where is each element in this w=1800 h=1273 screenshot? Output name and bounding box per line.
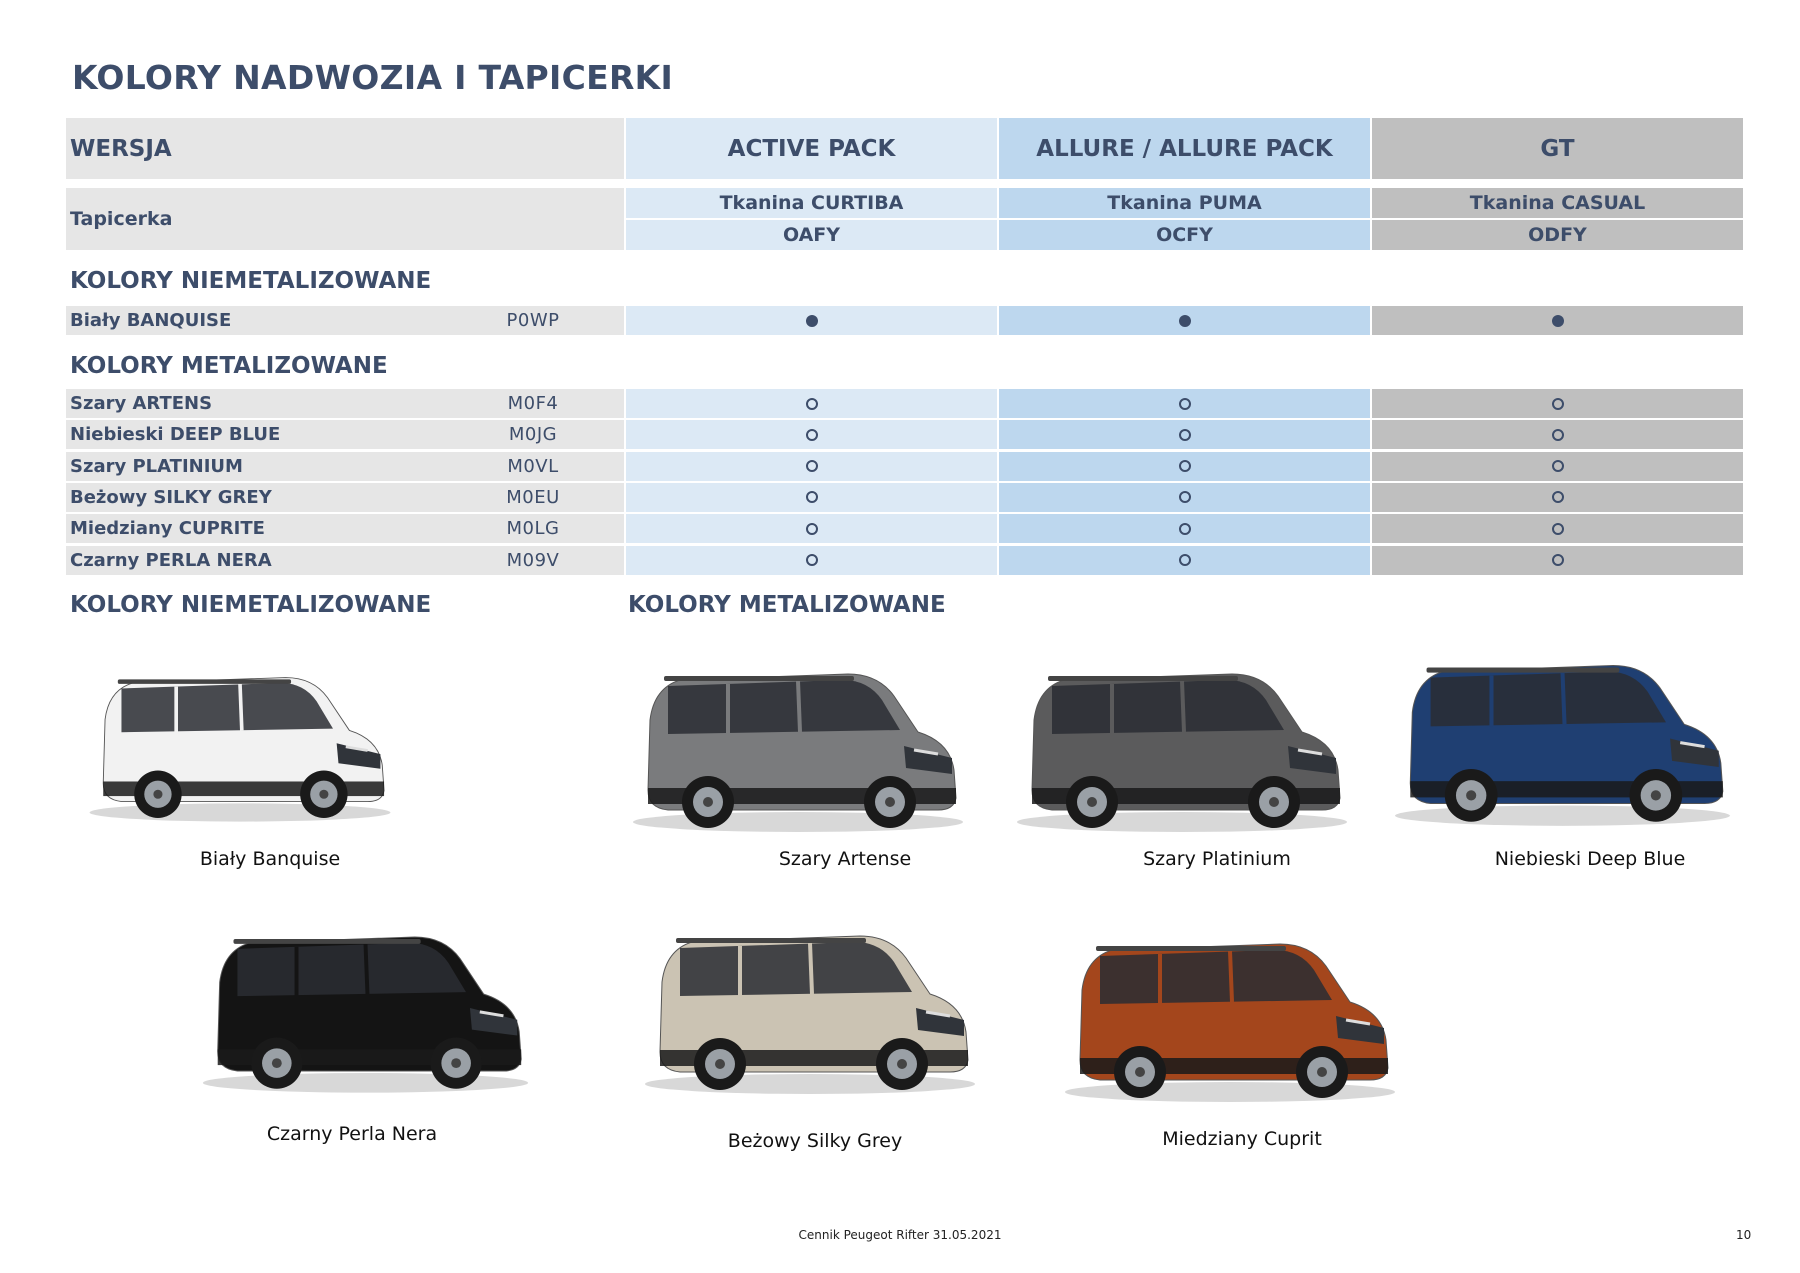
color-name: Beżowy SILKY GREY bbox=[66, 483, 442, 512]
car-image bbox=[1012, 650, 1352, 835]
fabric-name: Tkanina PUMA bbox=[999, 188, 1370, 218]
car-caption: Szary Artense bbox=[778, 848, 912, 870]
fabric-name: Tkanina CURTIBA bbox=[626, 188, 997, 218]
option-ring-icon bbox=[1179, 554, 1191, 566]
availability-cell bbox=[999, 514, 1370, 543]
car-caption: Beżowy Silky Grey bbox=[727, 1130, 903, 1152]
car-caption: Czarny Perla Nera bbox=[266, 1123, 438, 1145]
page-number: 10 bbox=[1736, 1228, 1752, 1242]
footer-text: Cennik Peugeot Rifter 31.05.2021 bbox=[798, 1228, 1002, 1242]
section-nonmetal-heading: KOLORY NIEMETALIZOWANE bbox=[70, 268, 432, 294]
option-ring-icon bbox=[806, 554, 818, 566]
header-gt: GT bbox=[1372, 118, 1743, 179]
standard-dot-icon bbox=[806, 315, 818, 327]
car-image bbox=[628, 650, 968, 835]
car-image bbox=[198, 912, 533, 1097]
option-ring-icon bbox=[806, 460, 818, 472]
availability-cell bbox=[1372, 420, 1743, 449]
upholstery-gt bbox=[1372, 188, 1743, 250]
table-row bbox=[66, 546, 1744, 575]
table-row bbox=[66, 306, 1744, 335]
option-ring-icon bbox=[1179, 460, 1191, 472]
color-code: M0VL bbox=[442, 452, 624, 481]
gallery-nonmetal-heading: KOLORY NIEMETALIZOWANE bbox=[70, 592, 432, 618]
color-name: Miedziany CUPRITE bbox=[66, 514, 442, 543]
upholstery-allure bbox=[999, 188, 1370, 250]
color-code: M09V bbox=[442, 546, 624, 575]
color-code: P0WP bbox=[442, 306, 624, 335]
option-ring-icon bbox=[1552, 554, 1564, 566]
option-ring-icon bbox=[806, 491, 818, 503]
section-metal-heading: KOLORY METALIZOWANE bbox=[70, 353, 388, 379]
header-allure: ALLURE / ALLURE PACK bbox=[999, 118, 1370, 179]
availability-cell bbox=[999, 546, 1370, 575]
color-name: Szary PLATINIUM bbox=[66, 452, 442, 481]
car-image bbox=[640, 912, 980, 1097]
car-caption: Niebieski Deep Blue bbox=[1494, 848, 1686, 870]
table-row bbox=[66, 452, 1744, 481]
availability-cell bbox=[626, 306, 997, 335]
car-caption: Miedziany Cuprit bbox=[1162, 1128, 1322, 1150]
availability-cell bbox=[626, 452, 997, 481]
car-image bbox=[1050, 920, 1410, 1105]
option-ring-icon bbox=[1552, 398, 1564, 410]
fabric-code: OCFY bbox=[999, 218, 1370, 250]
car-image bbox=[1390, 640, 1735, 830]
option-ring-icon bbox=[1552, 460, 1564, 472]
availability-cell bbox=[626, 420, 997, 449]
color-code: M0F4 bbox=[442, 389, 624, 418]
availability-cell bbox=[999, 452, 1370, 481]
page-title: KOLORY NADWOZIA I TAPICERKI bbox=[72, 58, 674, 97]
upholstery-active bbox=[626, 188, 997, 250]
color-name: Niebieski DEEP BLUE bbox=[66, 420, 442, 449]
availability-cell bbox=[1372, 546, 1743, 575]
availability-cell bbox=[626, 483, 997, 512]
color-code: M0JG bbox=[442, 420, 624, 449]
option-ring-icon bbox=[1552, 429, 1564, 441]
availability-cell bbox=[999, 389, 1370, 418]
car-caption: Szary Platinium bbox=[1143, 848, 1291, 870]
availability-cell bbox=[626, 389, 997, 418]
fabric-code: OAFY bbox=[626, 218, 997, 250]
header-version: WERSJA bbox=[66, 118, 624, 179]
color-code: M0LG bbox=[442, 514, 624, 543]
option-ring-icon bbox=[1552, 523, 1564, 535]
table-row bbox=[66, 514, 1744, 543]
option-ring-icon bbox=[1179, 398, 1191, 410]
color-name: Czarny PERLA NERA bbox=[66, 546, 442, 575]
availability-cell bbox=[1372, 306, 1743, 335]
color-name: Biały BANQUISE bbox=[66, 306, 442, 335]
fabric-code: ODFY bbox=[1372, 218, 1743, 250]
option-ring-icon bbox=[1179, 523, 1191, 535]
fabric-name: Tkanina CASUAL bbox=[1372, 188, 1743, 218]
availability-cell bbox=[999, 420, 1370, 449]
upholstery-row bbox=[66, 188, 1744, 250]
table-row bbox=[66, 483, 1744, 512]
availability-cell bbox=[1372, 483, 1743, 512]
availability-cell bbox=[1372, 452, 1743, 481]
availability-cell bbox=[626, 514, 997, 543]
standard-dot-icon bbox=[1552, 315, 1564, 327]
option-ring-icon bbox=[1179, 429, 1191, 441]
availability-cell bbox=[999, 483, 1370, 512]
car-caption: Biały Banquise bbox=[199, 848, 341, 870]
option-ring-icon bbox=[806, 523, 818, 535]
availability-cell bbox=[626, 546, 997, 575]
color-name: Szary ARTENS bbox=[66, 389, 442, 418]
availability-cell bbox=[1372, 389, 1743, 418]
table-row bbox=[66, 420, 1744, 449]
option-ring-icon bbox=[806, 398, 818, 410]
option-ring-icon bbox=[1179, 491, 1191, 503]
gallery-metal-heading: KOLORY METALIZOWANE bbox=[628, 592, 946, 618]
table-header-row bbox=[66, 118, 1744, 179]
color-code: M0EU bbox=[442, 483, 624, 512]
option-ring-icon bbox=[1552, 491, 1564, 503]
header-active-pack: ACTIVE PACK bbox=[626, 118, 997, 179]
availability-cell bbox=[999, 306, 1370, 335]
option-ring-icon bbox=[806, 429, 818, 441]
table-row bbox=[66, 389, 1744, 418]
availability-cell bbox=[1372, 514, 1743, 543]
car-image bbox=[85, 650, 395, 830]
standard-dot-icon bbox=[1179, 315, 1191, 327]
upholstery-label: Tapicerka bbox=[66, 188, 624, 250]
